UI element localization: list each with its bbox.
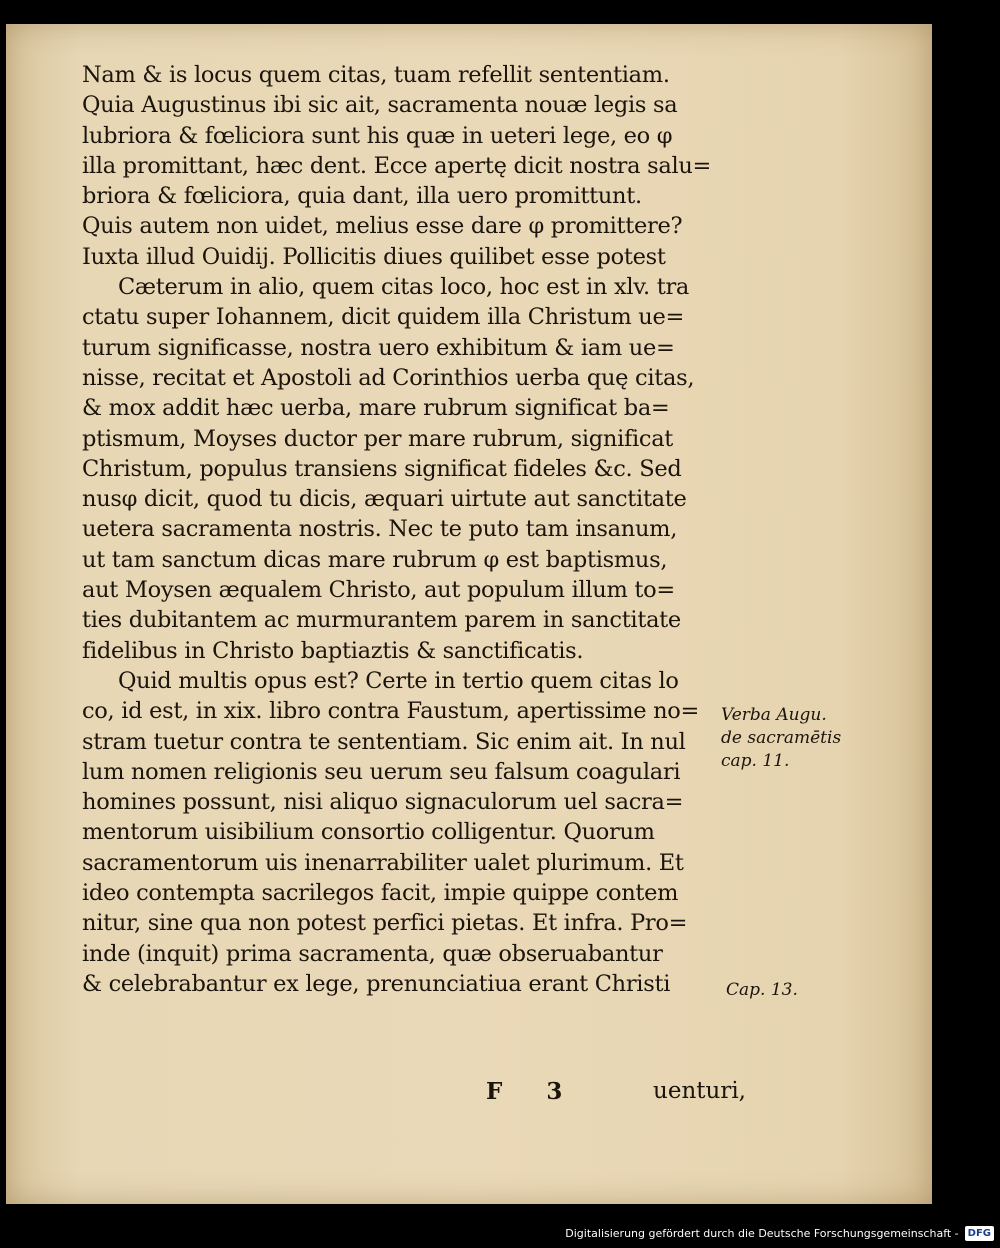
marginal-note-line: Verba Augu.: [721, 705, 827, 725]
text-line: inde (inquit) prima sacramenta, quæ obseruabantur: [82, 940, 663, 967]
marginal-note-cap-13: [726, 979, 846, 1002]
digitization-credit: [565, 1222, 994, 1244]
text-line: Quia Augustinus ibi sic ait, sacramenta nouæ legis sa: [82, 92, 678, 119]
page-foot: [486, 1078, 746, 1112]
text-line: Christum, populus transiens significat fideles &c. Sed: [82, 455, 682, 482]
signature-mark: F 3: [486, 1078, 581, 1105]
book-page: [6, 24, 932, 1204]
text-line: co, id est, in xix. libro contra Faustum, apertissime no=: [82, 698, 700, 725]
text-line: Iuxta illud Ouidij. Pollicitis diues quilibet esse potest: [82, 243, 666, 270]
catchword: uenturi,: [653, 1078, 746, 1104]
text-line: Nam & is locus quem citas, tuam refellit sententiam.: [82, 62, 670, 88]
text-line: sacramentorum uis inenarrabiliter ualet plurimum. Et: [82, 849, 684, 876]
text-line: ptismum, Moyses ductor per mare rubrum, significat: [82, 425, 674, 452]
text-line: lubriora & fœliciora sunt his quæ in ueteri lege, eo φ: [82, 122, 673, 149]
text-line: uetera sacramenta nostris. Nec te puto tam insanum,: [82, 516, 678, 543]
text-line: nitur, sine qua non potest perfici pietas. Et infra. Pro=: [82, 910, 688, 937]
text-line: homines possunt, nisi aliquo signaculorum uel sacra=: [82, 789, 684, 816]
text-line: ties dubitantem ac murmurantem parem in sanctitate: [82, 607, 681, 634]
text-line: Quid multis opus est? Certe in tertio quem citas lo: [118, 667, 679, 694]
text-line: turum significasse, nostra uero exhibitum & iam ue=: [82, 334, 675, 361]
text-line: lum nomen religionis seu uerum seu falsum coagulari: [82, 758, 681, 785]
text-line: illa promittant, hæc dent. Ecce apertę dicit nostra salu=: [82, 152, 712, 179]
marginal-note-verba-augustini: [721, 704, 881, 773]
text-line: Cæterum in alio, quem citas loco, hoc est in xlv. tra: [118, 274, 690, 301]
text-line: ut tam sanctum dicas mare rubrum φ est baptismus,: [82, 546, 668, 573]
text-line: stram tuetur contra te sententiam. Sic enim ait. In nul: [82, 728, 686, 755]
text-line: & celebrabantur ex lege, prenunciatiua erant Christi: [82, 970, 671, 997]
text-line: fidelibus in Christo baptiaztis & sanctificatis.: [82, 637, 584, 664]
text-line: & mox addit hæc uerba, mare rubrum significat ba=: [82, 395, 670, 422]
credit-text: Digitalisierung gefördert durch die Deutsche Forschungsgemeinschaft -: [565, 1226, 959, 1240]
marginal-note-line: Cap. 13.: [726, 980, 798, 1000]
marginal-note-line: de sacramētis: [721, 728, 842, 748]
text-line: nusφ dicit, quod tu dicis, æquari uirtute aut sanctitate: [82, 486, 687, 513]
text-line: Quis autem non uidet, melius esse dare φ promittere?: [82, 213, 683, 240]
text-line: nisse, recitat et Apostoli ad Corinthios uerba quę citas,: [82, 364, 695, 391]
text-line: ctatu super Iohannem, dicit quidem illa Christum ue=: [82, 304, 685, 331]
dfg-logo-icon: DFG: [965, 1226, 994, 1241]
marginal-note-line: cap. 11.: [721, 751, 790, 771]
text-line: mentorum uisibilium consortio colligentur. Quorum: [82, 819, 655, 846]
text-line: briora & fœliciora, quia dant, illa uero promittunt.: [82, 183, 642, 210]
text-line: ideo contempta sacrilegos facit, impie quippe contem: [82, 880, 679, 907]
main-text-block: [82, 60, 722, 999]
text-line: aut Moysen æqualem Christo, aut populum illum to=: [82, 577, 675, 604]
